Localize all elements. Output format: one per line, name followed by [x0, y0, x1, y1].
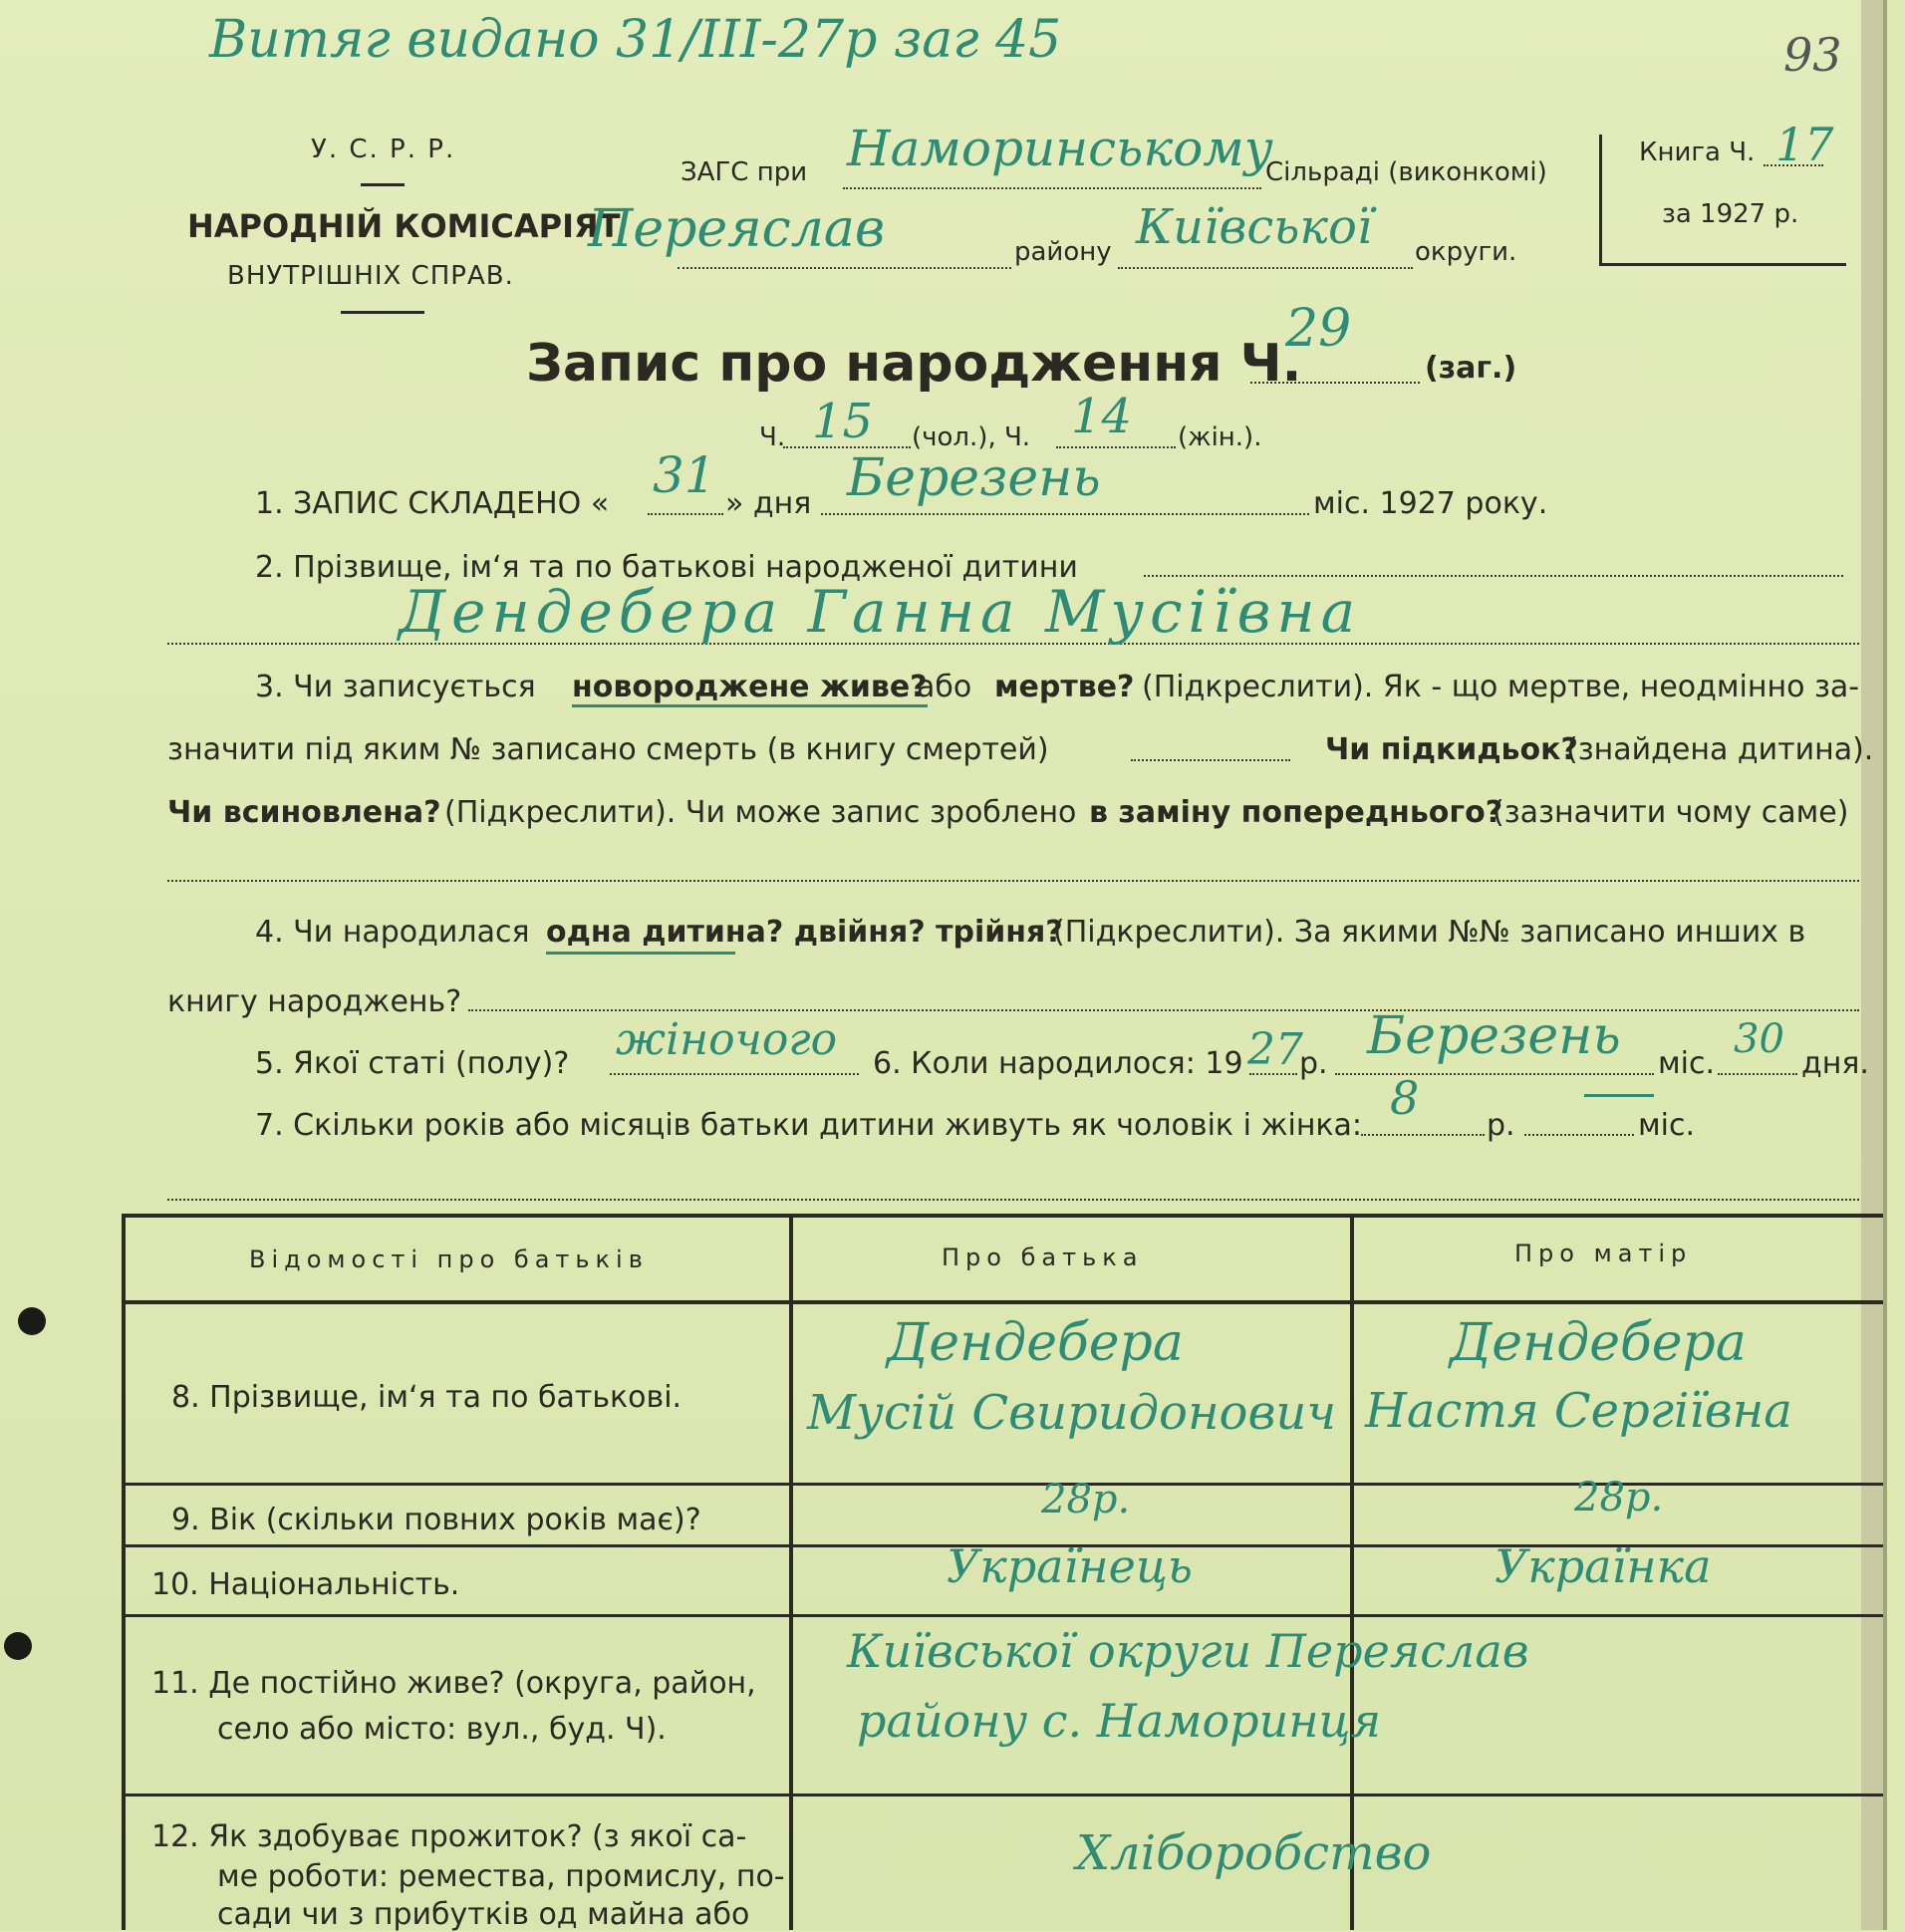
handwritten-birth-day: 30 — [1734, 1016, 1784, 1062]
item-6-month-label: міс. — [1658, 1046, 1715, 1081]
item-1-month-label: міс. 1927 року. — [1313, 486, 1548, 521]
handwritten-sex: жіночого — [616, 1014, 838, 1065]
divider — [341, 311, 424, 314]
item-7-label: 7. Скільки років або місяців батьки дитини живуть як чоловік і жінка: — [255, 1108, 1363, 1143]
item-3-alive: новороджене живе? — [572, 670, 928, 707]
item-3-line-3: (Підкреслити). Чи може запис зроблено — [444, 795, 1077, 830]
ch-label: Ч. — [759, 422, 786, 452]
raion-label: району — [1014, 237, 1112, 267]
item-3-reason: (зазначити чому саме) — [1493, 795, 1849, 830]
document-title: Запис про народження Ч. — [526, 334, 1302, 394]
item-6-label: 6. Коли народилося: 19 — [873, 1046, 1243, 1081]
handwritten-marriage-years: 8 — [1390, 1071, 1420, 1125]
handwritten-father-name: Мусій Свиридонович — [807, 1385, 1337, 1441]
item-1-day-label: » дня — [725, 486, 812, 521]
divider — [361, 183, 405, 186]
handwritten-mother-name: Настя Сергіївна — [1365, 1383, 1792, 1439]
month-fill-line — [821, 513, 1309, 515]
item-3-dead: мертве? — [994, 670, 1135, 704]
commissariat-label: НАРОДНІЙ КОМІСАРІЯТ — [187, 207, 621, 245]
item-4-options: одна дитина? двійня? трійня? — [546, 915, 1063, 950]
item-3-adopted: Чи всиновлена? — [167, 795, 441, 830]
internal-affairs-label: ВНУТРІШНІХ СПРАВ. — [227, 261, 514, 291]
sex-fill-line — [610, 1073, 859, 1075]
row-11-label-2: село або місто: вул., буд. Ч). — [217, 1712, 667, 1747]
page-edge — [1861, 0, 1883, 1930]
book-box-bottom — [1599, 263, 1846, 266]
zags-label: ЗАГС при — [680, 157, 808, 187]
record-number-fill-line — [1250, 382, 1420, 384]
item-3-replacement: в заміну попереднього? — [1089, 795, 1503, 830]
item-2-label: 2. Прізвище, ім‘я та по батькові народженої дитини — [255, 550, 1078, 585]
handwritten-okruha: Київської — [1136, 199, 1373, 255]
book-label: Книга Ч. — [1639, 138, 1756, 167]
item-1-label: 1. ЗАПИС СКЛАДЕНО « — [255, 486, 610, 521]
item-3-line-2: значити під яким № записано смерть (в книгу смертей) — [167, 732, 1049, 767]
item-6-day-label: дня. — [1801, 1046, 1869, 1081]
birth-month-fill-line — [1335, 1073, 1654, 1075]
handwritten-village-council: Наморинському — [847, 120, 1273, 177]
village-council-label: Сільраді (виконкомі) — [1265, 157, 1547, 187]
okruhy-label: округи. — [1415, 237, 1517, 267]
handwritten-birth-year: 27 — [1247, 1024, 1303, 1075]
item-7-years-label: р. — [1487, 1108, 1515, 1143]
table-col-divider-2 — [1350, 1214, 1354, 1930]
handwritten-father-nationality: Українець — [947, 1539, 1193, 1593]
book-year: за 1927 р. — [1662, 199, 1799, 229]
item-3-or: або — [917, 670, 972, 704]
item-7-months-label: міс. — [1638, 1108, 1695, 1143]
handwritten-residence-line-2: району с. Наморинця — [857, 1694, 1382, 1748]
table-top-border — [122, 1214, 1883, 1218]
zag-label: (заг.) — [1425, 351, 1517, 386]
handwritten-mother-surname: Дендебера — [1450, 1313, 1747, 1373]
months-fill-line — [1524, 1134, 1634, 1136]
handwritten-female-number: 14 — [1071, 389, 1133, 444]
row-12-label-1: 12. Як здобуває прожиток? (з якої са- — [151, 1819, 747, 1854]
book-box-left — [1599, 135, 1602, 266]
handwritten-record-month: Березень — [847, 448, 1101, 508]
handwritten-residence-line-1: Київської округи Переяслав — [847, 1624, 1529, 1678]
handwritten-book-number: 17 — [1775, 118, 1834, 171]
row-10-label: 10. Національність. — [151, 1567, 460, 1602]
row-11-label-1: 11. Де постійно живе? (округа, район, — [151, 1666, 756, 1701]
handwritten-record-number: 29 — [1285, 299, 1352, 359]
item-6-year-label: р. — [1299, 1046, 1328, 1081]
table-col-divider-1 — [789, 1214, 793, 1930]
death-number-fill-line — [1131, 759, 1290, 761]
district-fill-line — [678, 267, 1011, 269]
child-name-fill-line-1 — [1144, 575, 1843, 577]
ussr-label: У. С. Р. Р. — [311, 135, 456, 164]
years-fill-line — [1361, 1134, 1485, 1136]
item-3-instruction: (Підкреслити). Як - що мертве, неодмінно за- — [1142, 670, 1860, 704]
table-header-parents: Відомості про батьків — [249, 1245, 649, 1273]
day-fill-line — [648, 513, 723, 515]
punch-hole-1 — [18, 1307, 46, 1335]
handwritten-top-note: Витяг видано 31/III-27р заг 45 — [209, 10, 1062, 70]
chol-label: (чол.), Ч. — [912, 422, 1031, 452]
handwritten-male-number: 15 — [812, 394, 874, 449]
birth-day-fill-line — [1718, 1073, 1797, 1075]
village-fill-line — [843, 187, 1261, 189]
handwritten-birth-month: Березень — [1367, 1006, 1621, 1066]
punch-hole-2 — [4, 1632, 32, 1660]
handwritten-father-age: 28р. — [1041, 1477, 1131, 1522]
table-row-border — [126, 1614, 1883, 1617]
okruha-fill-line — [1118, 267, 1413, 269]
handwritten-mother-nationality: Українка — [1495, 1539, 1712, 1593]
months-dash — [1584, 1094, 1654, 1097]
table-header-father: Про батька — [942, 1243, 1144, 1271]
item-4-label: 4. Чи народилася — [255, 915, 530, 950]
table-row-border — [126, 1794, 1883, 1796]
item-3-foundling: Чи підкидьок? — [1325, 732, 1578, 767]
item-4-underline — [546, 952, 735, 955]
row-12-label-2: ме роботи: ремества, промислу, по- — [217, 1859, 785, 1894]
table-header-mother: Про матір — [1514, 1240, 1693, 1267]
handwritten-mother-age: 28р. — [1574, 1475, 1664, 1520]
item-4-line-2: книгу народжень? — [167, 984, 462, 1019]
handwritten-record-day: 31 — [653, 446, 716, 504]
other-numbers-fill-line — [468, 1009, 1859, 1011]
item-5-label: 5. Якої статі (полу)? — [255, 1046, 570, 1081]
item-3-label: 3. Чи записується — [255, 670, 536, 704]
item-4-instruction: (Підкреслити). За якими №№ записано инших в — [1053, 915, 1806, 950]
handwritten-district: Переяслав — [588, 199, 886, 259]
reason-fill-line — [167, 880, 1859, 882]
handwritten-child-name: Дендебера Ганна Мусіївна — [399, 578, 1362, 646]
item-3-found-child: (знайдена дитина). — [1566, 732, 1874, 767]
table-header-border — [126, 1300, 1883, 1304]
zhin-label: (жін.). — [1178, 422, 1262, 452]
row-9-label: 9. Вік (скільки повних років має)? — [171, 1503, 701, 1537]
row-12-label-3: сади чи з прибутків од майна або — [217, 1897, 750, 1932]
row-8-label: 8. Прізвище, ім‘я та по батькові. — [171, 1380, 682, 1415]
table-left-border — [122, 1214, 126, 1930]
handwritten-father-surname: Дендебера — [887, 1313, 1184, 1373]
item-7-extra-line — [167, 1199, 1859, 1201]
page-number: 93 — [1783, 28, 1842, 82]
handwritten-livelihood: Хліборобство — [1076, 1825, 1432, 1881]
